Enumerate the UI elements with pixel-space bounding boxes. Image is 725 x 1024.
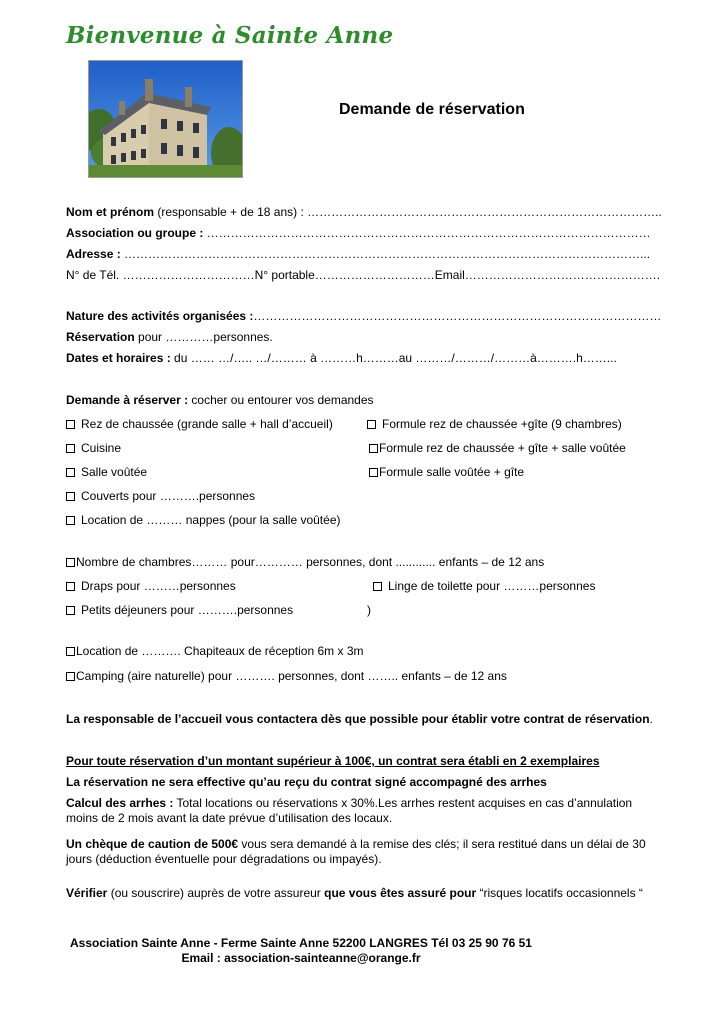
verify-label: Vérifier [66, 886, 108, 900]
option-salle-voutee[interactable] [66, 465, 147, 480]
option-label: Petits déjeuners pour ……….personnes [81, 603, 294, 617]
house-photo-image [89, 61, 242, 177]
arrhes-note [66, 796, 666, 826]
option-label: Location de ………. Chapiteaux de réception 6m x 3m [76, 644, 364, 658]
cheque-note [66, 837, 666, 867]
demande-header [66, 393, 374, 408]
reservation-field[interactable] [66, 330, 273, 345]
verify-bold: que vous êtes assuré pour [324, 886, 477, 900]
option-linge[interactable] [373, 579, 595, 594]
checkbox[interactable] [369, 468, 378, 477]
checkbox[interactable] [66, 558, 75, 567]
checkbox[interactable] [367, 420, 376, 429]
checkbox[interactable] [66, 582, 75, 591]
option-formule-salle-gite[interactable] [369, 465, 524, 480]
checkbox[interactable] [66, 672, 75, 681]
dates-text: du …… …/….. …/……… à ………h………au ………/………/………à……….h……... [170, 351, 617, 365]
option-label: Formule salle voûtée + gîte [379, 465, 525, 479]
insurance-note [66, 886, 643, 901]
contact-text: La responsable de l’accueil vous contactera dès que possible pour établir votre contrat de réservation [66, 712, 650, 726]
checkbox[interactable] [66, 444, 75, 453]
option-label: Camping (aire naturelle) pour ………. personnes, dont …….. enfants – de 12 ans [76, 669, 507, 683]
cheque-label: Un chèque de caution de 500€ [66, 837, 239, 851]
option-rez-de-chaussee[interactable] [66, 417, 333, 432]
option-label: Rez de chaussée (grande salle + hall d’accueil) [81, 417, 333, 431]
verify-mid: (ou souscrire) auprès de votre assureur [107, 886, 325, 900]
name-field[interactable] [66, 205, 662, 220]
checkbox[interactable] [369, 444, 378, 453]
checkbox[interactable] [66, 492, 75, 501]
address-field[interactable] [66, 247, 650, 262]
dates-label: Dates et horaires : [66, 351, 171, 365]
activity-field[interactable] [66, 309, 661, 324]
option-chapiteaux[interactable] [66, 644, 363, 659]
phone-email-field[interactable]: N° de Tél. ……………………………N° portable…………………………Email…………………………………………. [66, 268, 661, 282]
address-dots: …………………………………………………………………………………………………………………... [124, 247, 651, 261]
group-dots: ………………………………………………………………………………………………… [206, 226, 651, 240]
option-label: Location de ……… nappes (pour la salle voûtée) [81, 513, 341, 527]
option-formule-gite-salle[interactable] [369, 441, 626, 456]
option-label: Linge de toilette pour ………personnes [388, 579, 596, 593]
option-formule-gite[interactable] [367, 417, 622, 432]
contract-note: Pour toute réservation d’un montant supérieur à 100€, un contrat sera établi en 2 exemplaires [66, 754, 600, 768]
form-title: Demande de réservation [339, 101, 525, 118]
group-field[interactable] [66, 226, 651, 241]
arrhes-text: Total locations ou réservations x 30%.Les arrhes restent acquises en cas d’annulation moins de 2 mois avant la date prévue d’utilisation des locaux. [66, 796, 633, 825]
effective-note: La réservation ne sera effective qu’au reçu du contrat signé accompagné des arrhes [66, 775, 547, 789]
option-camping[interactable] [66, 669, 507, 684]
footer-email: Email : association-sainteanne@orange.fr [181, 951, 421, 965]
option-draps[interactable] [66, 579, 236, 594]
option-petits-dejeuners[interactable] [66, 603, 293, 618]
checkbox[interactable] [66, 606, 75, 615]
option-chambres[interactable] [66, 555, 544, 570]
address-label: Adresse : [66, 247, 125, 261]
option-label: Cuisine [81, 441, 122, 455]
contact-end: . [649, 712, 653, 726]
breakfast-paren: ) [367, 603, 371, 617]
option-label: Formule rez de chaussée + gîte + salle voûtée [379, 441, 626, 455]
name-hint: (responsable + de 18 ans) : [154, 205, 308, 219]
option-label: Formule rez de chaussée +gîte (9 chambres) [382, 417, 622, 431]
name-label: Nom et prénom [66, 205, 155, 219]
activity-dots: ………………………………………………………………………………………… [253, 309, 662, 323]
checkbox[interactable] [66, 468, 75, 477]
group-label: Association ou groupe : [66, 226, 207, 240]
option-cuisine[interactable] [66, 441, 121, 456]
dates-field[interactable] [66, 351, 617, 366]
arrhes-label: Calcul des arrhes : [66, 796, 174, 810]
option-nappes[interactable] [66, 513, 340, 528]
activity-label: Nature des activités organisées : [66, 309, 254, 323]
checkbox[interactable] [66, 516, 75, 525]
house-photo [88, 60, 243, 178]
option-label: Salle voûtée [81, 465, 148, 479]
option-label: Nombre de chambres……… pour………… personnes, dont ............ enfants – de 12 ans [76, 555, 545, 569]
verify-end: “risques locatifs occasionnels “ [476, 886, 643, 900]
checkbox[interactable] [66, 647, 75, 656]
option-label: Couverts pour ……….personnes [81, 489, 256, 503]
checkbox[interactable] [66, 420, 75, 429]
cheque-text: vous sera demandé à la remise des clés; il sera restitué dans un délai de 30 jours (déduction éventuelle pour dégradations ou impayés). [66, 837, 646, 866]
checkbox[interactable] [373, 582, 382, 591]
name-dots: …………………………………………………………………………….. [307, 205, 662, 219]
contact-note [66, 712, 653, 727]
page-title: Bienvenue à Sainte Anne [66, 22, 394, 49]
footer [66, 936, 536, 966]
reservation-label: Réservation [66, 330, 135, 344]
option-couverts[interactable] [66, 489, 255, 504]
demande-hint: cocher ou entourer vos demandes [188, 393, 374, 407]
footer-address: Association Sainte Anne - Ferme Sainte Anne 52200 LANGRES Tél 03 25 90 76 51 [70, 936, 532, 950]
option-label: Draps pour ………personnes [81, 579, 236, 593]
reservation-text: pour …………personnes. [134, 330, 273, 344]
demande-label: Demande à réserver : [66, 393, 189, 407]
